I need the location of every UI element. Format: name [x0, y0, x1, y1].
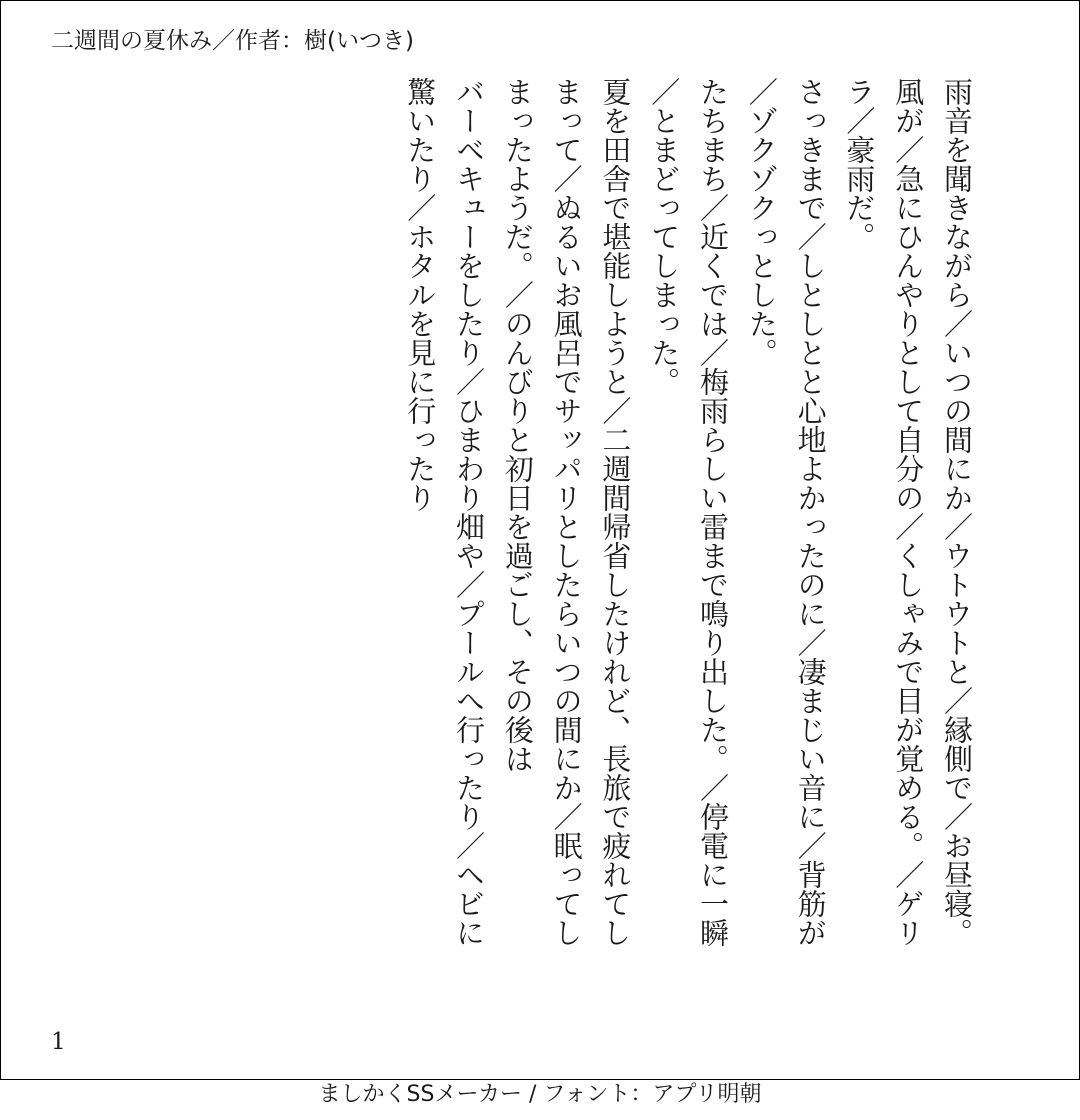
body-line: さっきまで／しとしとと心地よかったのに／凄まじい音に／背筋が [793, 77, 828, 947]
body-line: ラ／豪雨だ。 [842, 77, 877, 251]
body-line: まったようだ。／のんびりと初日を過ごし、その後は [500, 77, 535, 773]
story-title-author: 二週間の夏休み／作者：樹(いつき) [51, 28, 414, 54]
story-body [395, 77, 981, 1017]
body-line: まって／ぬるいお風呂でサッパリとしたらいつの間にか／眠ってし [549, 77, 584, 947]
app-credit-footer: ましかくSSメーカー / フォント：アプリ明朝 [318, 1082, 762, 1107]
body-line: ／とまどってしまった。 [647, 77, 682, 396]
body-line: 驚いたり／ホタルを見に行ったり [403, 77, 438, 512]
page-number: 1 [51, 1029, 66, 1055]
body-line: 雨音を聞きながら／いつの間にか／ウトウトと／縁側で／お昼寝。 [940, 77, 974, 947]
body-line: ／ゾクゾクっとした。 [744, 77, 779, 367]
body-line: バーベキューをしたり／ひまわり畑や／プールへ行ったり／ヘビに [452, 77, 487, 947]
body-line: たちまち／近くでは／梅雨らしい雷まで鳴り出した。／停電に一瞬 [696, 77, 731, 947]
body-line: 夏を田舎で堪能しようと／二週間帰省したけれど、長旅で疲れてし [598, 77, 633, 947]
body-line: 風が／急にひんやりとして自分の／くしゃみで目が覚める。／ゲリ [891, 77, 926, 947]
